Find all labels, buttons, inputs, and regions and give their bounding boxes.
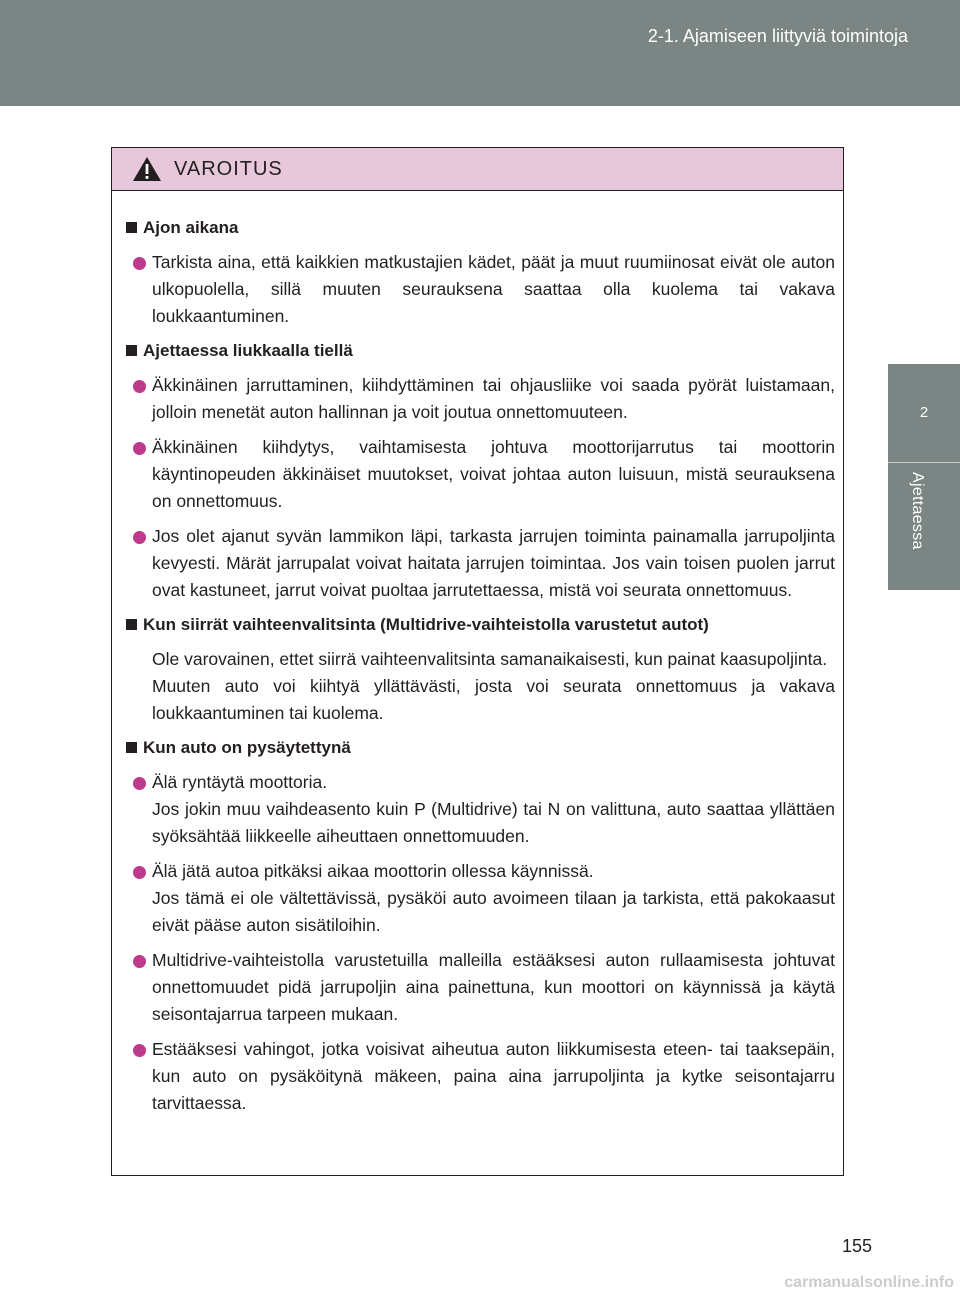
item-text: Jos jokin muu vaihdeasento kuin P (Multidrive) tai N on valittuna, auto saattaa yllättäen syöksähtää liikkeelle aiheuttaen onnettomuuden.: [152, 799, 835, 846]
warning-content: [112, 191, 843, 1117]
warning-title: VAROITUS: [174, 157, 283, 180]
list-item: [126, 434, 835, 515]
item-text: Jos olet ajanut syvän lammikon läpi, tarkasta jarrujen toiminta painamalla jarrupoljinta kevyesti. Märät jarrupalat voivat haitata jarrujen toimintaa. Jos vain toisen puolen jarrut ovat kastuneet, jarrut voivat puoltaa jarrutettaessa, mistä voi seurata onnettomuus.: [152, 526, 835, 600]
paragraph-line: Muuten auto voi kiihtyä yllättävästi, josta voi seurata onnettomuus ja vakava loukkaantuminen tai kuolema.: [152, 676, 835, 723]
watermark: carmanualsonline.info: [784, 1274, 954, 1291]
item-text: Multidrive-vaihteistolla varustetuilla malleilla estääksesi auton rullaamisesta johtuvat onnettomuudet pidä jarrupoljin aina painettuna, kun moottori on käynnissä ja käytä seisontajarrua tarpeen mukaan.: [152, 950, 835, 1024]
header-band: [0, 0, 960, 106]
section-heading: [126, 735, 835, 761]
item-text: Älä ryntäytä moottoria.: [152, 772, 328, 792]
list-item: [126, 372, 835, 426]
warning-box: [111, 147, 844, 1176]
chapter-side-tab: [888, 364, 960, 590]
paragraph-line: Ole varovainen, ettet siirrä vaihteenvalitsinta samanaikaisesti, kun painat kaasupoljinta.: [152, 649, 828, 669]
bullet-dot-icon: [133, 380, 146, 393]
square-bullet-icon: [126, 742, 137, 753]
section-heading-text: Ajon aikana: [143, 218, 239, 237]
section-heading-text: Kun siirrät vaihteenvalitsinta (Multidrive-vaihteistolla varustetut autot): [143, 615, 709, 634]
list-item: [126, 947, 835, 1028]
bullet-dot-icon: [133, 777, 146, 790]
list-item: [126, 858, 835, 939]
list-item: [126, 249, 835, 330]
item-text: Älä jätä autoa pitkäksi aikaa moottorin ollessa käynnissä.: [152, 861, 594, 881]
bullet-dot-icon: [133, 531, 146, 544]
list-item: [126, 523, 835, 604]
list-item: [126, 1036, 835, 1117]
item-text: Äkkinäinen kiihdytys, vaihtamisesta johtuva moottorijarrutus tai moottorin käyntinopeuden äkkinäiset muutokset, voivat johtaa auton luisuun, mistä seurauksena on onnettomuus.: [152, 437, 835, 511]
section-driving: [126, 215, 835, 330]
item-text: Jos tämä ei ole vältettävissä, pysäköi auto avoimeen tilaan ja tarkista, että pakokaasut eivät pääse auton sisätiloihin.: [152, 888, 835, 935]
bullet-dot-icon: [133, 955, 146, 968]
side-tab-divider: [888, 462, 960, 463]
chapter-label: Ajettaessa: [909, 472, 926, 550]
section-heading-text: Ajettaessa liukkaalla tiellä: [143, 341, 353, 360]
section-heading: [126, 338, 835, 364]
list-item: [126, 769, 835, 850]
item-text: Tarkista aina, että kaikkien matkustajien kädet, päät ja muut ruumiinosat eivät ole auton ulkopuolella, sillä muuten seurauksena saattaa olla kuolema tai vakava loukkaantuminen.: [152, 252, 835, 326]
section-heading-text: Kun auto on pysäytettynä: [143, 738, 351, 757]
section-stopped-vehicle: [126, 735, 835, 1117]
square-bullet-icon: [126, 345, 137, 356]
page-number: 155: [841, 1236, 872, 1256]
item-text: Estääksesi vahingot, jotka voisivat aiheutua auton liikkumisesta eteen- tai taaksepäin, kun auto on pysäköitynä mäkeen, paina aina jarrupoljinta ja kytke seisontajarru tarvittaessa.: [152, 1039, 835, 1113]
warning-triangle-icon: [132, 156, 162, 182]
square-bullet-icon: [126, 619, 137, 630]
bullet-dot-icon: [133, 866, 146, 879]
section-heading: [126, 215, 835, 241]
bullet-dot-icon: [133, 442, 146, 455]
section-slippery-road: [126, 338, 835, 604]
section-shift-lever: [126, 612, 835, 727]
paragraph: [126, 646, 835, 727]
warning-header: [112, 148, 843, 191]
square-bullet-icon: [126, 222, 137, 233]
item-text: Äkkinäinen jarruttaminen, kiihdyttäminen tai ohjausliike voi saada pyörät luistamaan, jolloin menetät auton hallinnan ja voit joutua onnettomuuteen.: [152, 375, 835, 422]
bullet-dot-icon: [133, 257, 146, 270]
section-heading: [126, 612, 835, 638]
bullet-dot-icon: [133, 1044, 146, 1057]
chapter-number: 2: [919, 404, 929, 421]
chapter-title: 2-1. Ajamiseen liittyviä toimintoja: [647, 26, 908, 46]
